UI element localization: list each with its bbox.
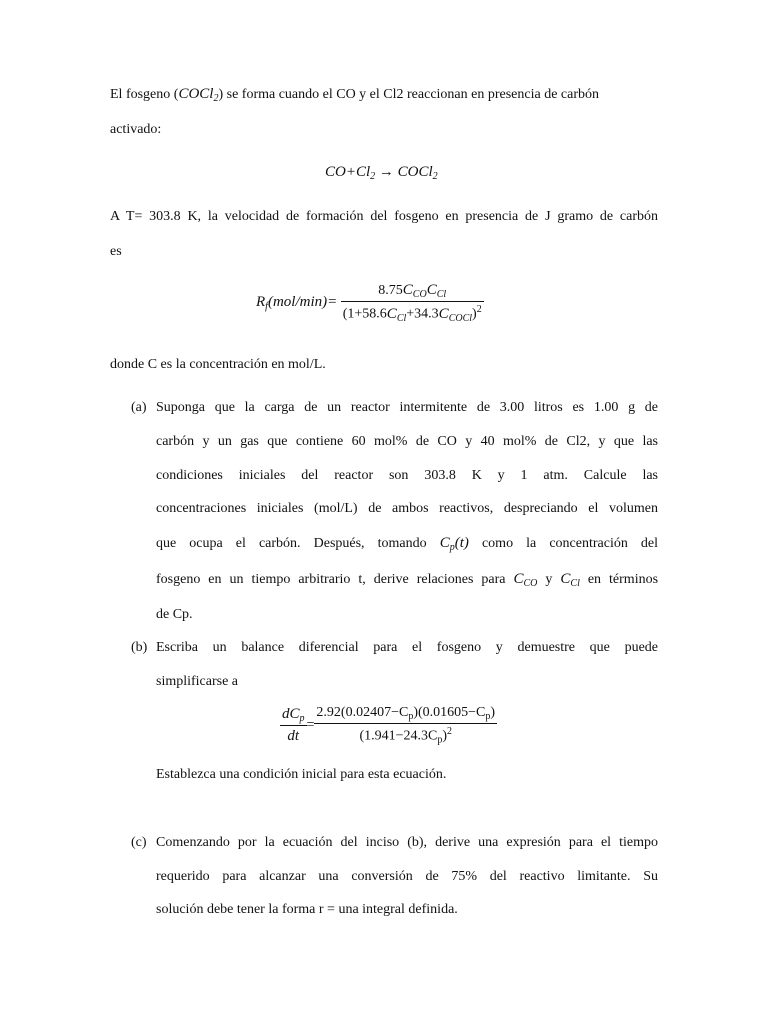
item-a-line-7: de Cp.: [156, 607, 193, 622]
item-b-line-1: Escriba un balance diferencial para el fosgeno y demuestre que puede: [156, 640, 658, 655]
rate-numerator: $8.75C_{CO}C_{Cl}$: [378, 282, 447, 300]
de-numerator: $2.92(0.02407-C_p)(0.01605-C_p)$: [316, 705, 496, 722]
reaction-arrow: →: [378, 164, 394, 180]
rate-fraction: [341, 282, 484, 324]
item-c-line-3: solución debe tener la forma r = una integral definida.: [156, 902, 458, 917]
phosgene-formula: COCl$_2$: [178, 86, 219, 104]
cp-symbol: $C_p(t)$: [439, 535, 469, 553]
rate-lhs: $R_f$: [256, 294, 268, 313]
item-a-line-1: Suponga que la carga de un reactor intermitente de 3.00 litros es 1.00 g de: [156, 400, 658, 415]
de-lhs-fraction: $\frac{dC_p}{dt}$: [282, 705, 305, 744]
rate-units: (mol/min)=: [267, 294, 338, 311]
reaction-equation: $CO+Cl_2$ → COCl$_2$: [325, 164, 438, 182]
item-c-line-1: Comenzando por la ecuación del inciso (b), derive una expresión para el tiempo: [156, 835, 658, 850]
item-b-label: (b): [131, 640, 148, 655]
where-line: donde C es la concentración en mol/L.: [110, 357, 326, 372]
cco-symbol: $C_{CO}$: [513, 571, 538, 589]
de-equals: =: [306, 717, 315, 733]
intro-text-a: El fosgeno (: [110, 87, 179, 102]
de-rhs-fraction: [314, 705, 497, 746]
item-a-line-6: fosgeno en un tiempo arbitrario t, derive relaciones para $C_{CO}$ y $C_{Cl}$ en términos: [156, 571, 659, 589]
item-b-line-3: Establezca una condición inicial para esta ecuación.: [156, 767, 447, 782]
item-a-line-4: concentraciones iniciales (mol/L) de ambos reactivos, despreciando el volumen: [156, 501, 658, 516]
item-a-line-3: condiciones iniciales del reactor son 303.8 K y 1 atm. Calcule las: [156, 468, 658, 483]
item-a-label: (a): [131, 400, 147, 415]
differential-equation: [280, 705, 497, 746]
item-c-line-2: requerido para alcanzar una conversión de 75% del reactivo limitante. Su: [156, 869, 658, 884]
intro-line-2: activado:: [110, 122, 162, 137]
rate-denominator: $(1+58.6C_{Cl}+34.3C_{COCl})^2$: [341, 301, 484, 324]
rate-equation: [256, 282, 484, 324]
de-denominator: $(1.941-24.3C_p)^2$: [314, 723, 497, 746]
item-b-line-2: simplificarse a: [156, 674, 239, 689]
intro-text-b: ) se forma cuando el CO y el Cl2 reaccionan en presencia de carbón: [218, 87, 600, 102]
ccl-symbol: $C_{Cl}$: [560, 571, 580, 589]
item-c-label: (c): [131, 835, 147, 850]
item-a-line-5: que ocupa el carbón. Después, tomando $C_p(t)$ como la concentración del: [156, 535, 659, 553]
item-a-line-2: carbón y un gas que contiene 60 mol% de CO y 40 mol% de Cl2, y que las: [156, 434, 658, 449]
intro-line-1: [110, 86, 599, 104]
rate-intro-line-2: es: [110, 244, 122, 259]
rate-intro-line-1: A T= 303.8 K, la velocidad de formación del fosgeno en presencia de J gramo de carbón: [110, 209, 658, 224]
